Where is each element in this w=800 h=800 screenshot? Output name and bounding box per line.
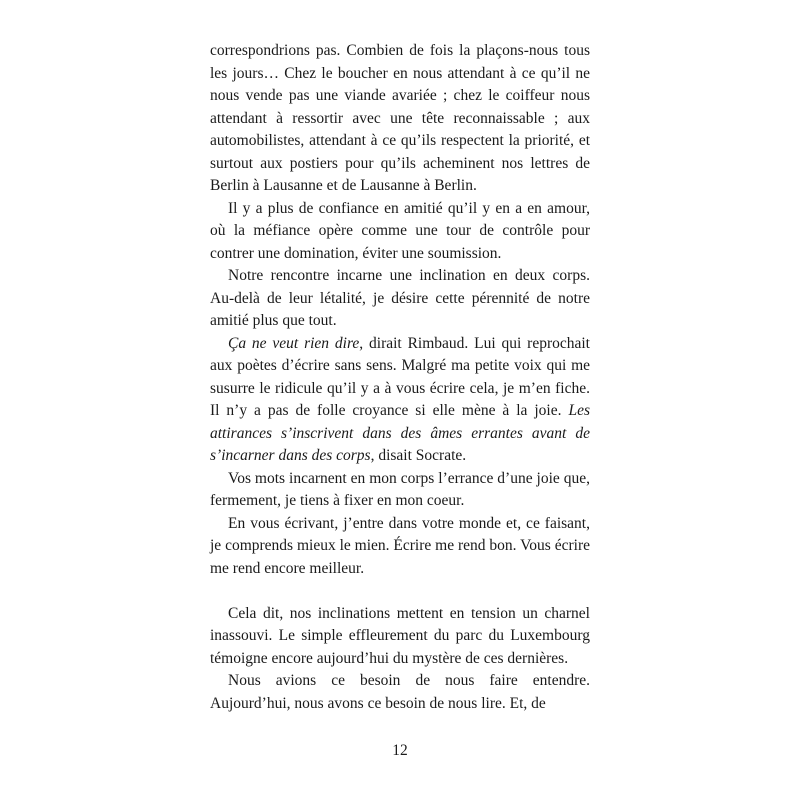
paragraph xyxy=(210,603,590,671)
text-run: correspondrions pas. Combien de fois la plaçons-nous tous les jours… Chez le boucher en nous attendant à ce qu’il ne nous vende pas une viande avariée ; chez le coiffeur nous attendant à ressortir avec une tête reconnaissable ; aux automobilistes, attendant à ce qu’ils respectent la priorité, et surtout aux postiers pour qu’ils acheminent nos lettres de Berlin à Lausanne et de Lausanne à Berlin. xyxy=(210,42,590,194)
text-run: Cela dit, nos inclinations mettent en tension un charnel inassouvi. Le simple effleurement du parc du Luxembourg témoigne encore aujourd’hui du mystère de ces dernières. xyxy=(210,604,590,667)
italic-quote: Ça ne veut rien dire xyxy=(228,334,360,352)
text-run: Il y a plus de confiance en amitié qu’il y en a en amour, où la méfiance opère comme une tour de contrôle pour contrer une domination, éviter une soumission. xyxy=(210,199,590,262)
paragraph xyxy=(210,513,590,581)
text-run: , dirait Rimbaud. Lui qui reprochait aux poètes d’écrire sans sens. Malgré ma petite voix qui me susurre le ridicule qu’il y a à vous écrire cela, je m’en fiche. Il n’y a pas de folle croyance si elle mène à la joie. xyxy=(210,334,590,419)
paragraph xyxy=(210,265,590,333)
text-run: Notre rencontre incarne une inclination en deux corps. Au-delà de leur létalité, je désire cette pérennité de notre amitié plus que tout. xyxy=(210,267,590,329)
text-run: , disait Socrate. xyxy=(370,447,467,464)
italic-quote: Les attirances s’inscrivent dans des âmes errantes avant de s’incarner dans des corps xyxy=(210,402,590,464)
paragraph xyxy=(210,670,590,715)
text-run: Nous avions ce besoin de nous faire entendre. Aujourd’hui, nous avons ce besoin de nous lire. Et, de xyxy=(210,672,590,712)
text-run: En vous écrivant, j’entre dans votre monde et, ce faisant, je comprends mieux le mien. Écrire me rend bon. Vous écrire me rend encore meilleur. xyxy=(210,514,590,577)
paragraph xyxy=(210,198,590,266)
text-run: Vos mots incarnent en mon corps l’errance d’une joie que, fermement, je tiens à fixer en mon coeur. xyxy=(210,469,590,509)
paragraph xyxy=(210,333,590,468)
paragraph xyxy=(210,468,590,513)
page-number: 12 xyxy=(392,742,408,759)
paragraph xyxy=(210,40,590,198)
body-text xyxy=(210,40,590,715)
